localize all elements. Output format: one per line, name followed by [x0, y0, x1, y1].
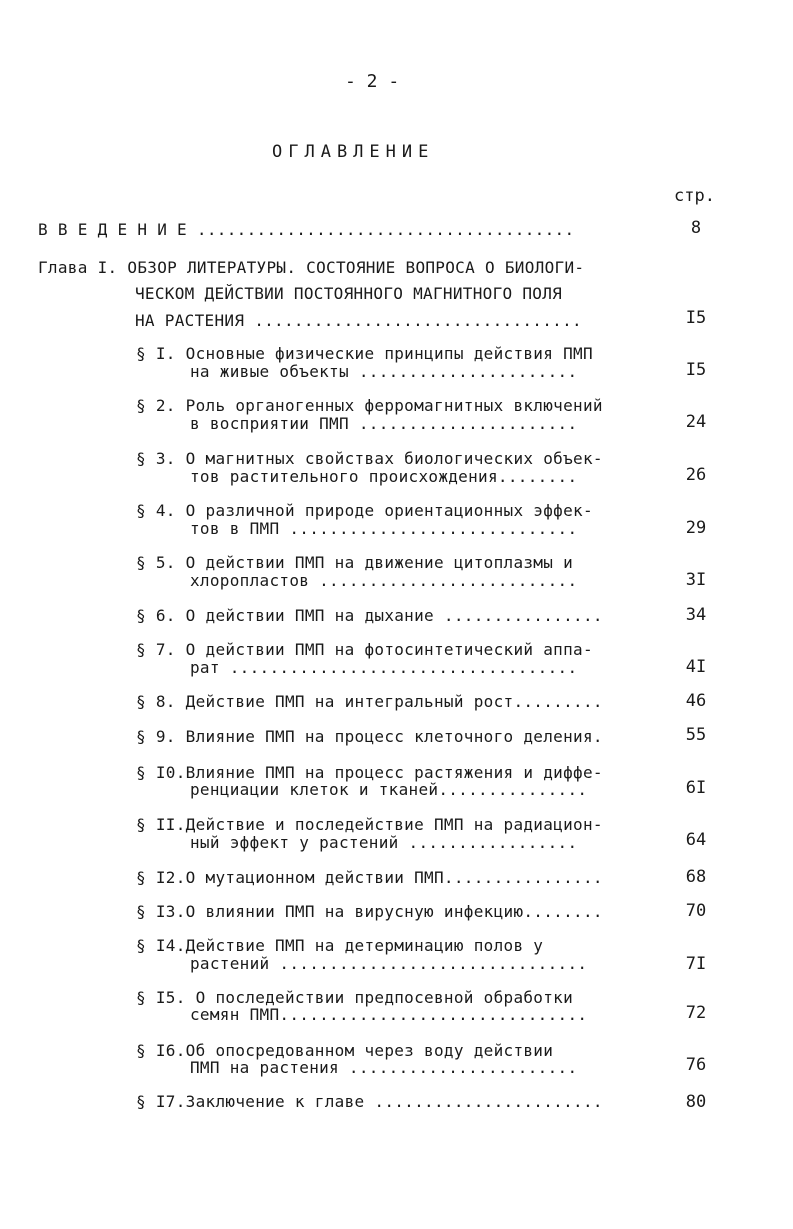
toc-page-number: I5 — [685, 308, 707, 328]
toc-entry-line: § 8. Действие ПМП на интегральный рост......... — [136, 692, 603, 711]
toc-entry-line: тов в ПМП ............................. — [190, 519, 578, 538]
toc-entry-line: ренциации клеток и тканей............... — [190, 780, 588, 799]
toc-entry-line: ПМП на растения ....................... — [190, 1058, 578, 1077]
toc-entry-line: § 5. О действии ПМП на движение цитоплазмы и — [136, 553, 574, 572]
toc-entry-line: в восприятии ПМП ...................... — [190, 414, 578, 433]
toc-page-number: 4I — [685, 657, 707, 677]
toc-page-number: 26 — [685, 465, 707, 485]
toc-entry-line: НА РАСТЕНИЯ ................................. — [135, 311, 582, 330]
toc-page-number: 68 — [685, 867, 707, 887]
toc-entry-line: § I. Основные физические принципы действия ПМП — [136, 344, 593, 363]
toc-page-number: 3I — [685, 570, 707, 590]
toc-entry-line: § I6.Об опосредованном через воду действии — [136, 1041, 554, 1060]
toc-entry-line: § I7.Заключение к главе ....................... — [136, 1092, 603, 1111]
toc-entry-line: тов растительного происхождения........ — [190, 467, 578, 486]
toc-title: ОГЛАВЛЕНИЕ — [272, 142, 435, 162]
toc-entry-line: § I3.О влиянии ПМП на вирусную инфекцию........ — [136, 902, 603, 921]
toc-entry-line: растений ............................... — [190, 954, 588, 973]
toc-entry-line: § 9. Влияние ПМП на процесс клеточного деления. — [136, 727, 603, 746]
toc-entry-line: § 4. О различной природе ориентационных эффек- — [136, 501, 593, 520]
toc-page-number: 6I — [685, 778, 707, 798]
toc-page-number: 64 — [685, 830, 707, 850]
toc-page-number: 55 — [685, 725, 707, 745]
toc-entry-line: Глава I. ОБЗОР ЛИТЕРАТУРЫ. СОСТОЯНИЕ ВОПРОСА О БИОЛОГИ- — [38, 258, 585, 277]
toc-entry-line: рат ................................... — [190, 658, 578, 677]
toc-page-number: 29 — [685, 518, 707, 538]
toc-page-number: 7I — [685, 954, 707, 974]
toc-page-number: I5 — [685, 360, 707, 380]
toc-entry-line: В В Е Д Е Н И Е ...................................... — [38, 220, 575, 239]
toc-entry-line: § 3. О магнитных свойствах биологических объек- — [136, 449, 603, 468]
toc-entry-line: ный эффект у растений ................. — [190, 833, 578, 852]
toc-page-number: 24 — [685, 412, 707, 432]
toc-entry-line: § I2.О мутационном действии ПМП................ — [136, 868, 603, 887]
page-number: - 2 - — [345, 71, 400, 92]
toc-page-number: 80 — [685, 1092, 707, 1112]
toc-entry-line: ЧЕСКОМ ДЕЙСТВИИ ПОСТОЯННОГО МАГНИТНОГО ПОЛЯ — [135, 284, 563, 303]
toc-entry-line: семян ПМП............................... — [190, 1005, 588, 1024]
toc-entry-line: хлоропластов .......................... — [190, 571, 578, 590]
toc-entry-line: § II.Действие и последействие ПМП на радиацион- — [136, 815, 603, 834]
toc-page-number: 8 — [690, 218, 702, 238]
toc-page-number: 46 — [685, 691, 707, 711]
toc-entry-line: § I5. О последействии предпосевной обработки — [136, 988, 574, 1007]
toc-entry-line: § 7. О действии ПМП на фотосинтетический аппа- — [136, 640, 593, 659]
toc-page-number: 34 — [685, 605, 707, 625]
toc-page-number: 70 — [685, 901, 707, 921]
toc-page-number: 72 — [685, 1003, 707, 1023]
toc-entry-line: § I4.Действие ПМП на детерминацию полов у — [136, 936, 544, 955]
page-column-label: стр. — [674, 186, 715, 206]
toc-entry-line: § I0.Влияние ПМП на процесс растяжения и диффе- — [136, 763, 603, 782]
toc-entry-line: на живые объекты ...................... — [190, 362, 578, 381]
toc-entry-line: § 2. Роль органогенных ферромагнитных включений — [136, 396, 603, 415]
toc-entry-line: § 6. О действии ПМП на дыхание ................ — [136, 606, 603, 625]
toc-page-number: 76 — [685, 1055, 707, 1075]
